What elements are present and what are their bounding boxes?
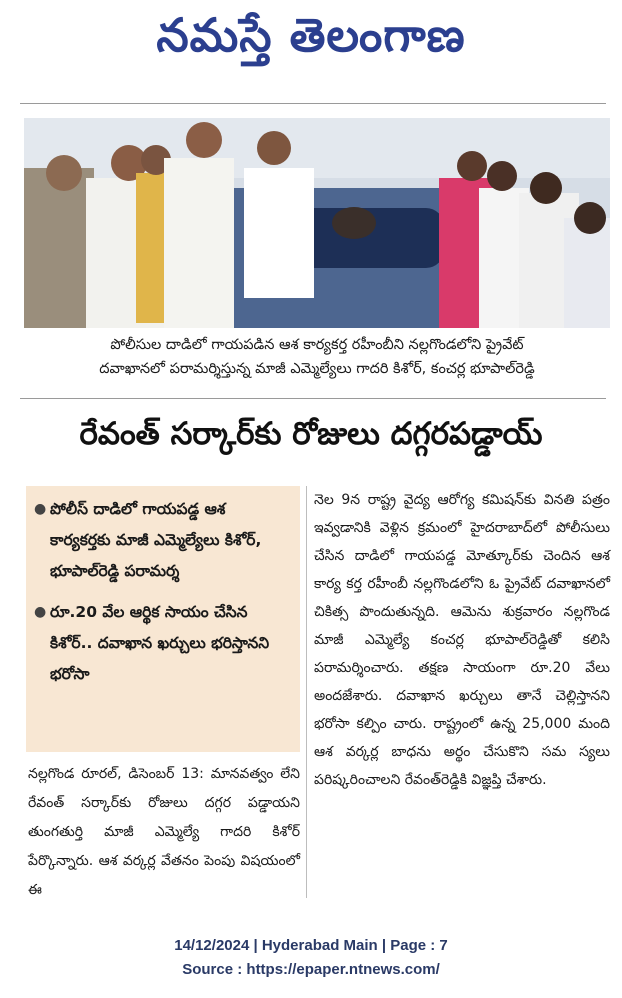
highlight-item [34,597,290,690]
masthead-divider [20,103,606,104]
newspaper-title: నమస్తే తెలంగాణ [156,8,466,62]
caption-line-1: పోలీసుల దాడిలో గాయపడిన ఆశ కార్యకర్త రహీంబీని నల్లగొండలోని ప్రైవేట్ [110,337,524,353]
news-photo [24,118,610,328]
highlight-text: పోలీస్ దాడిలో గాయపడ్డ ఆశ కార్యకర్తకు మాజీ ఎమ్మెల్యేలు కిశోర్, భూపాల్‌రెడ్డి పరామర్శ [50,500,262,580]
column-divider [306,486,307,898]
highlight-text: రూ.20 వేల ఆర్థిక సాయం చేసిన కిశోర్.. దవాఖాన ఖర్చులు భరిస్తానని భరోసా [50,603,270,683]
caption-divider [20,398,606,399]
caption-line-2: దవాఖానలో పరామర్శిస్తున్న మాజీ ఎమ్మెల్యేలు గాదరి కిశోర్, కంచర్ల భూపాల్‌రెడ్డి [99,361,535,377]
highlights-box [26,486,300,752]
footer-edition: 14/12/2024 | Hyderabad Main | Page : 7 [174,937,448,954]
article-body-left: నల్లగొండ రూరల్, డిసెంబర్ 13: మానవత్వం లేని రేవంత్ సర్కార్‌కు రోజులు దగ్గర పడ్డాయని తుంగతుర్తి మాజీ ఎమ్మెల్యే గాదరి కిశోర్ పేర్కొన్నారు. ఆశ వర్కర్ల వేతనం పెంపు విషయంలో ఈ [28,766,300,898]
photo-caption [24,333,610,381]
bullet-icon: ● [34,501,47,517]
article-body-right: నెల 9న రాష్ట్ర వైద్య ఆరోగ్య కమిషన్‌కు వినతి పత్రం ఇవ్వడానికి వెళ్లిన క్రమంలో హైదరాబాద్‌లో పోలీసులు చేసిన దాడిలో గాయపడ్డ మోత్కూర్‌కు చెందిన ఆశ కార్య కర్త రహీంబీ నల్లగొండలోని ఓ ప్రైవేట్ దవాఖానలో చికిత్స పొందుతున్నది. ఆమెను శుక్రవారం నల్లగొండ మాజీ ఎమ్మెల్యే కంచర్ల భూపాల్‌రెడ్డితో కలిసి పరామర్శించారు. తక్షణ సాయంగా రూ.20 వేలు అందజేశారు. దవాఖాన ఖర్చులు తానే చెల్లిస్తానని భరోసా కల్పిం చారు. రాష్ట్రంలో ఉన్న 25,000 మంది ఆశ వర్కర్ల బాధను అర్థం చేసుకొని సమ స్యలు పరిష్కరించాలని రేవంత్‌రెడ్డికి విజ్ఞప్తి చేశారు. [314,492,610,788]
highlight-item [34,494,290,587]
headline: రేవంత్ సర్కార్‌కు రోజులు దగ్గరపడ్డాయ్ [79,415,543,452]
masthead [0,6,622,76]
bullet-icon: ● [34,604,47,620]
footer-source: Source : https://epaper.ntnews.com/ [182,961,440,978]
page-footer [0,934,622,982]
